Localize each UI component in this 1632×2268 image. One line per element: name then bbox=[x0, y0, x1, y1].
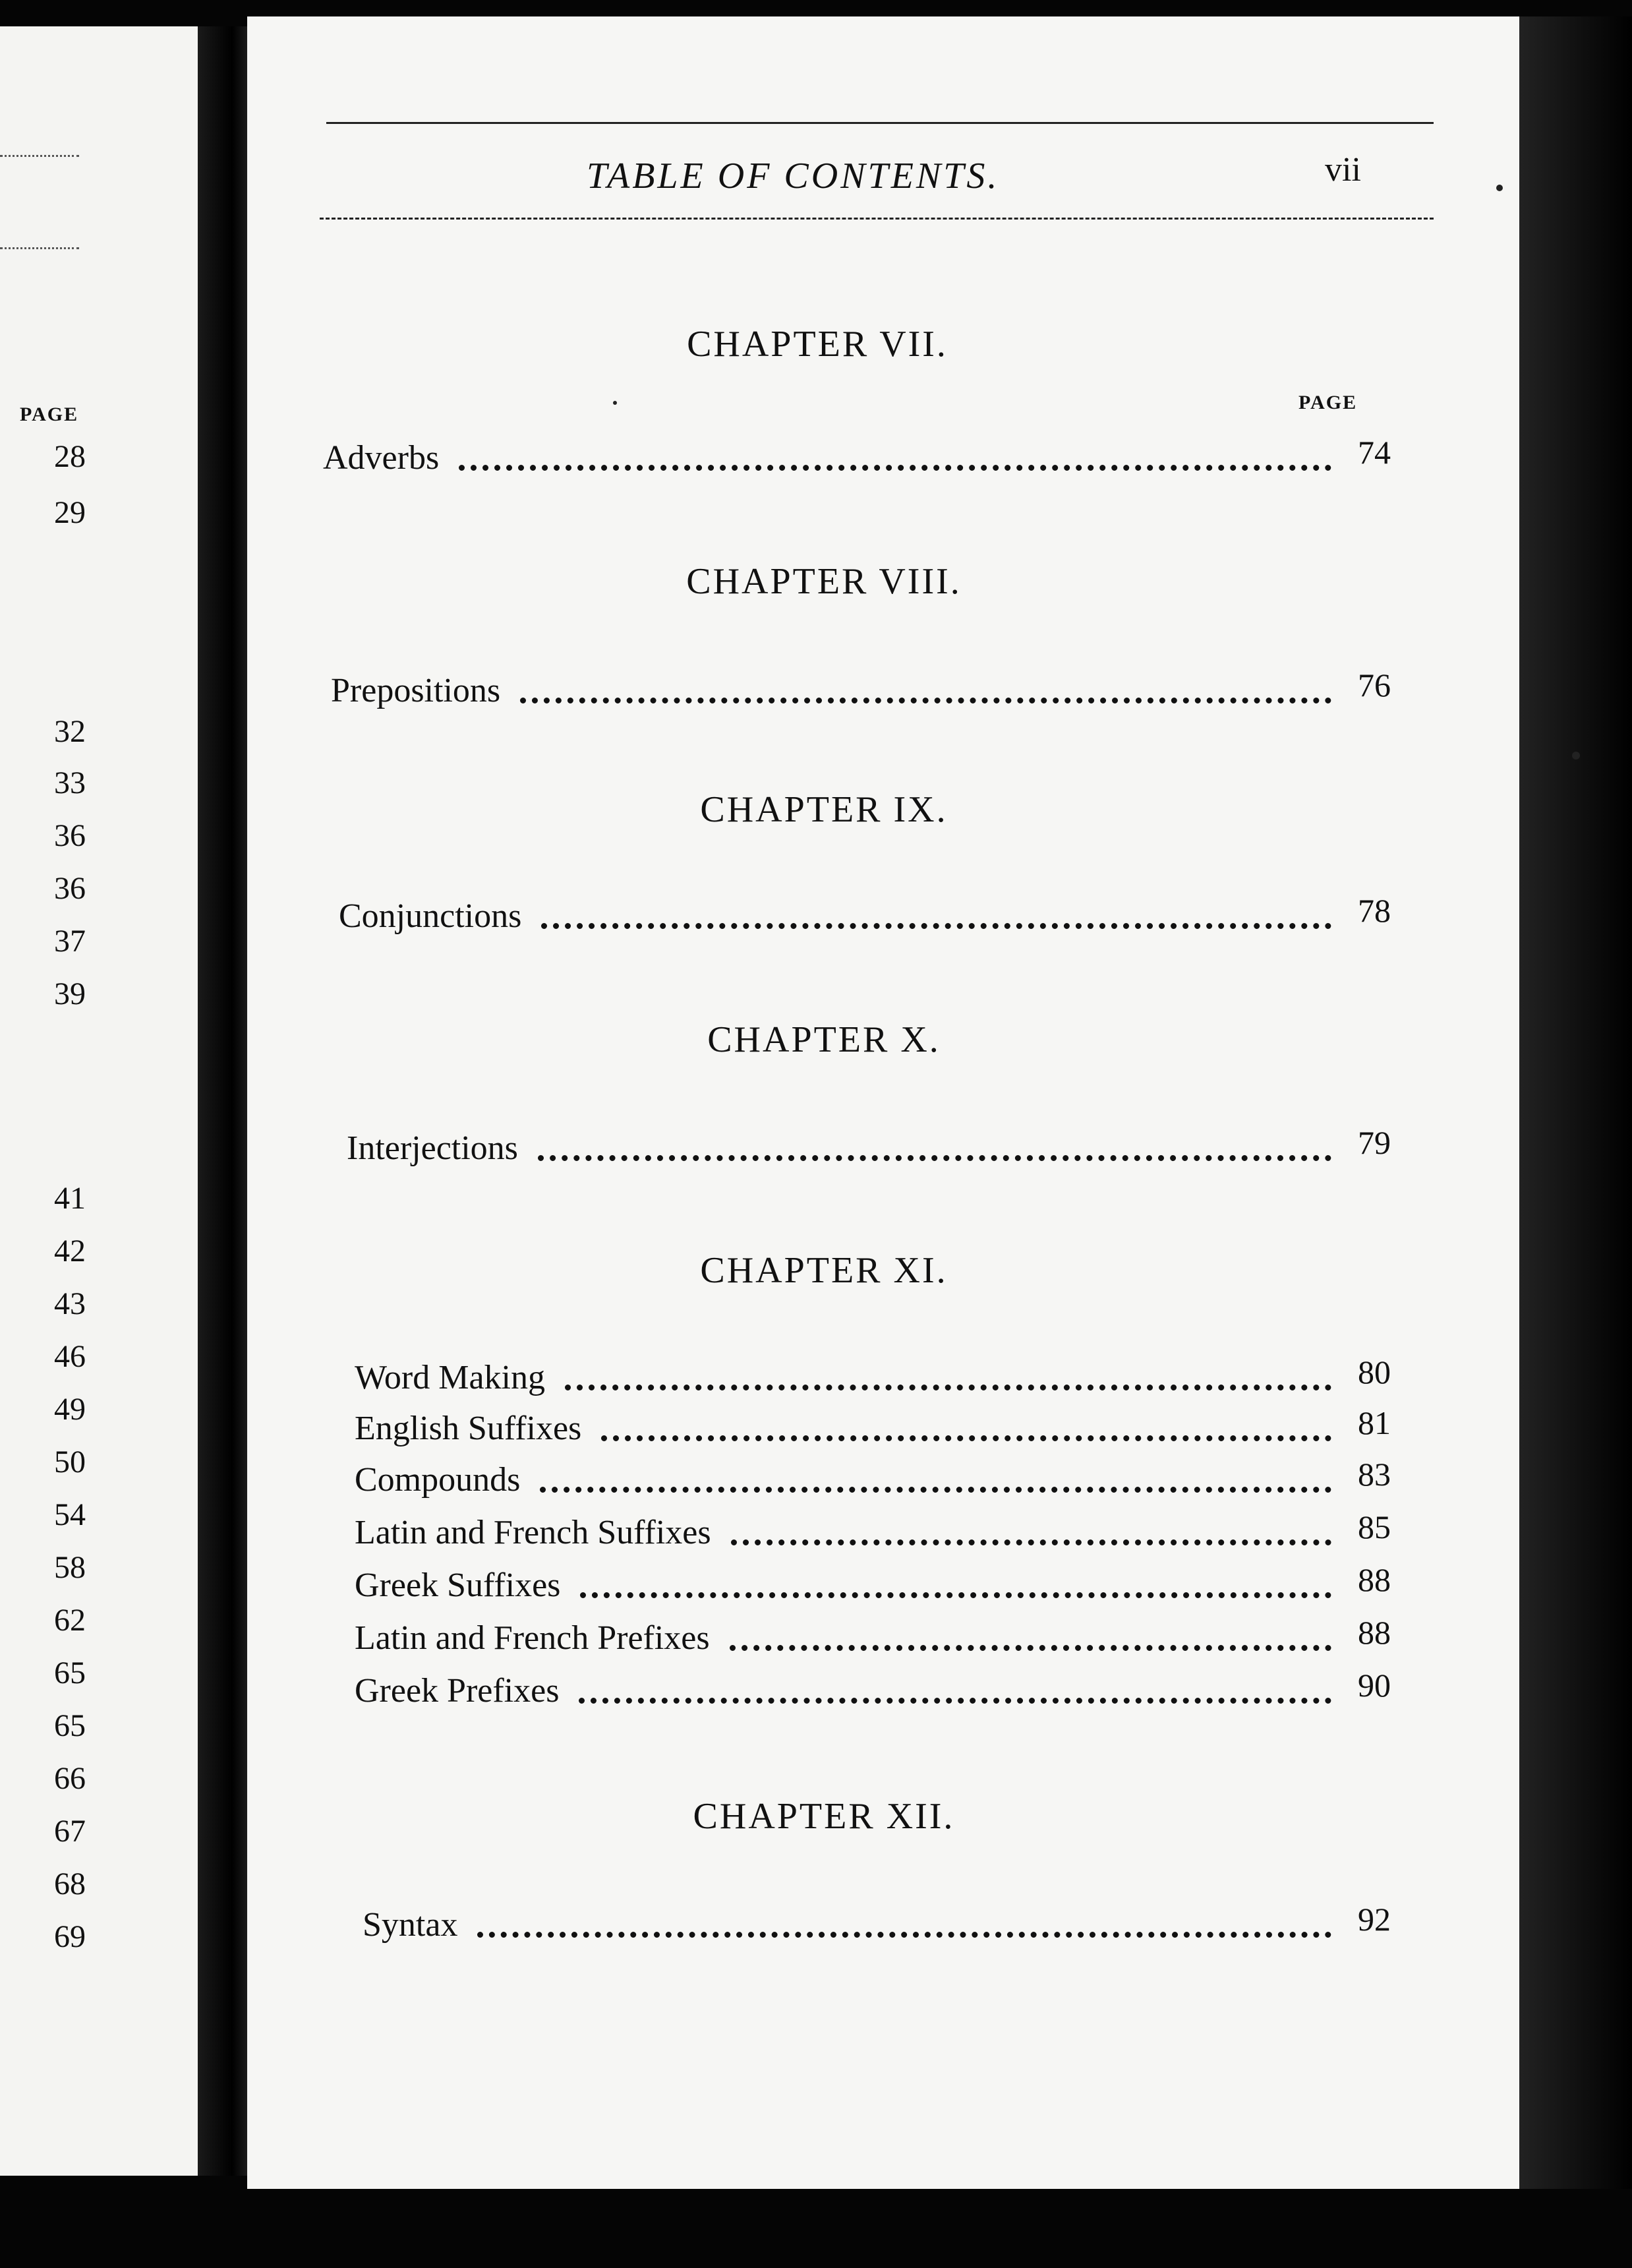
divider bbox=[0, 155, 79, 157]
dot-leader bbox=[477, 1932, 1331, 1938]
previous-page-number: 39 bbox=[54, 976, 86, 1011]
entry-page-number: 88 bbox=[1358, 1561, 1391, 1598]
chapter-heading: CHAPTER VIII. bbox=[686, 561, 962, 602]
entry-title: Latin and French Prefixes bbox=[355, 1619, 710, 1657]
previous-page-fragment bbox=[0, 26, 218, 2176]
entry-page-number: 81 bbox=[1358, 1404, 1391, 1441]
page-column-label: PAGE bbox=[20, 403, 79, 425]
previous-page-number: 66 bbox=[54, 1761, 86, 1796]
chapter-heading: CHAPTER XI. bbox=[700, 1250, 948, 1291]
entry-page-number: 92 bbox=[1358, 1901, 1391, 1938]
entry-page-number: 85 bbox=[1358, 1508, 1391, 1545]
toc-entry[interactable] bbox=[331, 667, 1391, 717]
previous-page-number: 69 bbox=[54, 1919, 86, 1954]
previous-page-number: 58 bbox=[54, 1550, 86, 1585]
previous-page-number: 65 bbox=[54, 1656, 86, 1690]
toc-entry[interactable] bbox=[355, 1561, 1391, 1612]
dot-leader bbox=[520, 698, 1331, 703]
dot-leader bbox=[730, 1645, 1331, 1651]
toc-entry[interactable] bbox=[363, 1901, 1391, 1952]
entry-title: Greek Suffixes bbox=[355, 1567, 561, 1604]
entry-page-number: 79 bbox=[1358, 1124, 1391, 1161]
chapter-heading: CHAPTER VII. bbox=[687, 324, 948, 365]
entry-title: Prepositions bbox=[331, 672, 501, 709]
entry-page-number: 83 bbox=[1358, 1456, 1391, 1493]
previous-page-number: 32 bbox=[54, 714, 86, 749]
dot-leader bbox=[579, 1698, 1331, 1704]
entry-title: Word Making bbox=[355, 1359, 545, 1396]
page-folio: vii bbox=[1325, 151, 1361, 189]
entry-page-number: 78 bbox=[1358, 892, 1391, 929]
previous-page-number: 41 bbox=[54, 1181, 86, 1216]
previous-page-number: 67 bbox=[54, 1814, 86, 1849]
toc-entry[interactable] bbox=[339, 892, 1391, 943]
running-title: TABLE OF CONTENTS. bbox=[587, 156, 1000, 196]
header-rule-bottom bbox=[320, 218, 1434, 220]
dot-leader bbox=[601, 1435, 1331, 1441]
toc-entry[interactable] bbox=[355, 1508, 1391, 1559]
previous-page-number: 46 bbox=[54, 1339, 86, 1374]
entry-page-number: 80 bbox=[1358, 1354, 1391, 1390]
dot-leader bbox=[541, 923, 1331, 929]
previous-page-number: 29 bbox=[54, 495, 86, 530]
previous-page-number: 36 bbox=[54, 818, 86, 853]
entry-page-number: 88 bbox=[1358, 1614, 1391, 1651]
previous-page-number: 68 bbox=[54, 1866, 86, 1901]
dot-leader bbox=[580, 1592, 1331, 1598]
previous-page-number: 43 bbox=[54, 1286, 86, 1321]
dot-leader bbox=[459, 465, 1331, 471]
toc-entry[interactable] bbox=[355, 1456, 1391, 1507]
toc-entry[interactable] bbox=[323, 434, 1391, 485]
chapter-heading: CHAPTER XII. bbox=[693, 1796, 955, 1837]
entry-page-number: 90 bbox=[1358, 1667, 1391, 1704]
previous-page-number: 28 bbox=[54, 439, 86, 474]
toc-entry[interactable] bbox=[355, 1354, 1391, 1404]
page-column-label: PAGE bbox=[1298, 392, 1358, 413]
toc-entry[interactable] bbox=[355, 1614, 1391, 1665]
toc-entry[interactable] bbox=[347, 1124, 1391, 1175]
entry-title: Latin and French Suffixes bbox=[355, 1514, 711, 1551]
entry-title: Syntax bbox=[363, 1906, 458, 1944]
toc-entry[interactable] bbox=[355, 1404, 1391, 1455]
previous-page-number: 49 bbox=[54, 1392, 86, 1427]
dot-leader bbox=[538, 1155, 1331, 1161]
previous-page-number: 62 bbox=[54, 1603, 86, 1638]
entry-title: Interjections bbox=[347, 1129, 518, 1167]
page-edge-shadow bbox=[1519, 16, 1632, 2189]
divider bbox=[0, 247, 79, 249]
previous-page-number: 50 bbox=[54, 1445, 86, 1479]
dot-leader bbox=[731, 1539, 1331, 1545]
previous-page-number: 54 bbox=[54, 1497, 86, 1532]
entry-title: Greek Prefixes bbox=[355, 1672, 560, 1710]
toc-entry[interactable] bbox=[355, 1667, 1391, 1717]
header-rule-top bbox=[326, 122, 1434, 124]
entry-page-number: 74 bbox=[1358, 434, 1391, 471]
entry-title: Compounds bbox=[355, 1461, 521, 1499]
previous-page-number: 37 bbox=[54, 924, 86, 959]
entry-page-number: 76 bbox=[1358, 667, 1391, 703]
dot-leader bbox=[565, 1385, 1331, 1390]
scan-speck bbox=[613, 401, 617, 405]
scan-speck bbox=[1572, 752, 1580, 760]
previous-page-number: 42 bbox=[54, 1234, 86, 1268]
scan-speck bbox=[1496, 185, 1503, 191]
previous-page-number: 65 bbox=[54, 1708, 86, 1743]
entry-title: Adverbs bbox=[323, 439, 440, 477]
entry-title: English Suffixes bbox=[355, 1410, 582, 1447]
entry-title: Conjunctions bbox=[339, 897, 522, 935]
previous-page-number: 33 bbox=[54, 765, 86, 800]
chapter-heading: CHAPTER X. bbox=[707, 1019, 941, 1060]
chapter-heading: CHAPTER IX. bbox=[700, 789, 948, 830]
dot-leader bbox=[540, 1487, 1331, 1493]
previous-page-number: 36 bbox=[54, 871, 86, 906]
